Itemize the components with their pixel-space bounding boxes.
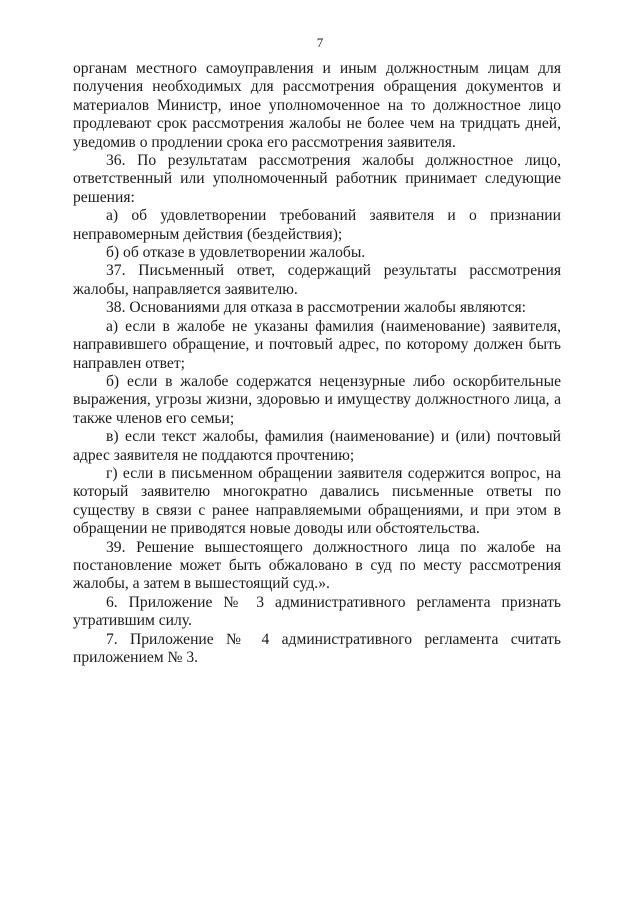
paragraph-item-6: 6. Приложение № 3 административного регламента признать утратившим силу. xyxy=(73,593,561,630)
paragraph-38-item-a: а) если в жалобе не указаны фамилия (наименование) заявителя, направившего обращение, и почтовый адрес, по которому должен быть направлен ответ; xyxy=(73,317,561,372)
paragraph-36-item-b: б) об отказе в удовлетворении жалобы. xyxy=(106,244,366,262)
paragraph-36-item-a: а) об удовлетворении требований заявителя и о признании неправомерным действия (бездействия); xyxy=(73,207,561,243)
paragraph-38: 38. Основаниями для отказа в рассмотрении жалобы являются: xyxy=(106,299,527,317)
paragraph-38-item-b: б) если в жалобе содержатся нецензурные либо оскорбительные выражения, угрозы жизни, здоровью и имуществу должностного лица, а также членов его семьи; xyxy=(73,372,561,427)
paragraph-36: 36. По результатам рассмотрения жалобы должностное лицо, ответственный или уполномоченный работник принимает следующие решения: xyxy=(73,152,561,206)
paragraph-38-item-v: в) если текст жалобы, фамилия (наименование) и (или) почтовый адрес заявителя не поддаются прочтению; xyxy=(73,428,561,464)
paragraph-38-item-g: г) если в письменном обращении заявителя содержится вопрос, на который заявителю многократно давались письменные ответы по существу в связи с ранее направляемыми обращениями, и при этом в обращении не приводятся новые доводы или обстоятельства. xyxy=(73,464,561,538)
document-body xyxy=(73,60,561,667)
paragraph-continuation: органам местного самоуправления и иным должностным лицам для получения необходимых для рассмотрения обращения документов и материалов Министр, иное уполномоченное на то должностное лицо продлевают срок рассмотрения жалобы не более чем на тридцать дней, уведомив о продлении срока его рассмотрения заявителя. xyxy=(73,60,561,151)
paragraph-37: 37. Письменный ответ, содержащий результаты рассмотрения жалобы, направляется заявителю. xyxy=(73,262,561,298)
paragraph-39: 39. Решение вышестоящего должностного лица по жалобе на постановление может быть обжаловано в суд по месту рассмотрения жалобы, а затем в вышестоящий суд.». xyxy=(73,538,561,593)
page-number: 7 xyxy=(316,35,324,50)
paragraph-item-7: 7. Приложение № 4 административного регламента считать приложением № 3. xyxy=(73,630,561,666)
